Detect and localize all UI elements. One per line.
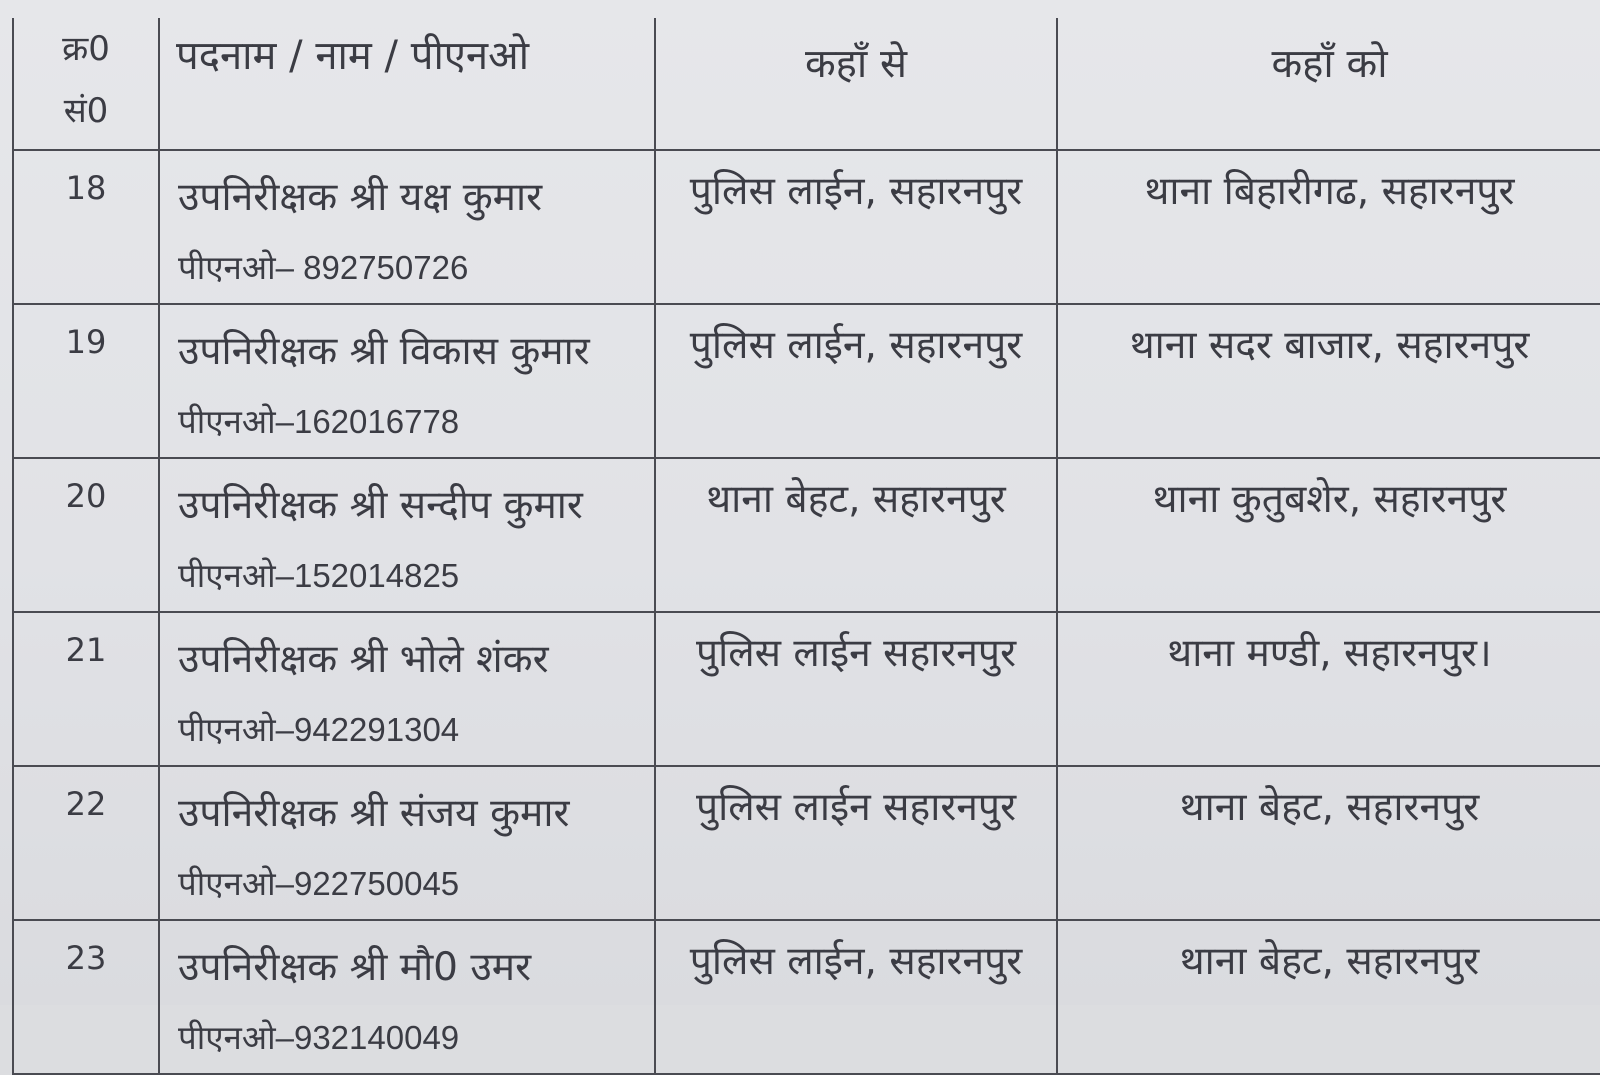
header-serial-line2: सं0 — [63, 91, 109, 131]
officer-name: उपनिरीक्षक श्री संजय कुमार — [178, 791, 570, 836]
table-row — [13, 304, 1600, 458]
header-serial-number — [13, 18, 159, 150]
serial-number-cell: 19 — [13, 304, 159, 458]
name-cell — [159, 150, 655, 304]
name-cell — [159, 766, 655, 920]
to-cell: थाना सदर बाजार, सहारनपुर — [1057, 304, 1600, 458]
officer-pno: पीएनओ–942291304 — [178, 711, 460, 748]
officer-name: उपनिरीक्षक श्री सन्दीप कुमार — [178, 483, 583, 528]
officer-name: उपनिरीक्षक श्री यक्ष कुमार — [178, 175, 543, 220]
from-cell: पुलिस लाईन सहारनपुर — [655, 766, 1057, 920]
officer-pno: पीएनओ–922750045 — [178, 865, 460, 902]
table-row — [13, 458, 1600, 612]
from-cell: पुलिस लाईन सहारनपुर — [655, 612, 1057, 766]
to-cell: थाना बेहट, सहारनपुर — [1057, 766, 1600, 920]
serial-number-cell: 23 — [13, 920, 159, 1074]
serial-number-cell: 21 — [13, 612, 159, 766]
name-cell — [159, 458, 655, 612]
header-name: पदनाम / नाम / पीएनओ — [159, 18, 655, 150]
from-cell: पुलिस लाईन, सहारनपुर — [655, 304, 1057, 458]
to-cell: थाना कुतुबशेर, सहारनपुर — [1057, 458, 1600, 612]
name-cell — [159, 304, 655, 458]
table-row — [13, 766, 1600, 920]
officer-pno: पीएनओ–932140049 — [178, 1019, 460, 1056]
header-from: कहाँ से — [655, 18, 1057, 150]
table-row — [13, 920, 1600, 1074]
header-row — [13, 18, 1600, 150]
name-cell — [159, 612, 655, 766]
name-cell — [159, 920, 655, 1074]
to-cell: थाना बेहट, सहारनपुर — [1057, 920, 1600, 1074]
from-cell: थाना बेहट, सहारनपुर — [655, 458, 1057, 612]
transfer-table — [12, 18, 1600, 1075]
header-to: कहाँ को — [1057, 18, 1600, 150]
table-row — [13, 612, 1600, 766]
to-cell: थाना बिहारीगढ, सहारनपुर — [1057, 150, 1600, 304]
serial-number-cell: 22 — [13, 766, 159, 920]
table-row — [13, 150, 1600, 304]
serial-number-cell: 20 — [13, 458, 159, 612]
officer-name: उपनिरीक्षक श्री भोले शंकर — [178, 637, 549, 682]
serial-number-cell: 18 — [13, 150, 159, 304]
from-cell: पुलिस लाईन, सहारनपुर — [655, 150, 1057, 304]
to-cell: थाना मण्डी, सहारनपुर। — [1057, 612, 1600, 766]
officer-pno: पीएनओ– 892750726 — [178, 249, 469, 286]
officer-name: उपनिरीक्षक श्री विकास कुमार — [178, 329, 590, 374]
from-cell: पुलिस लाईन, सहारनपुर — [655, 920, 1057, 1074]
officer-pno: पीएनओ–162016778 — [178, 403, 460, 440]
officer-pno: पीएनओ–152014825 — [178, 557, 460, 594]
header-serial-line1: क्र0 — [62, 29, 110, 69]
officer-name: उपनिरीक्षक श्री मौ0 उमर — [178, 945, 532, 990]
